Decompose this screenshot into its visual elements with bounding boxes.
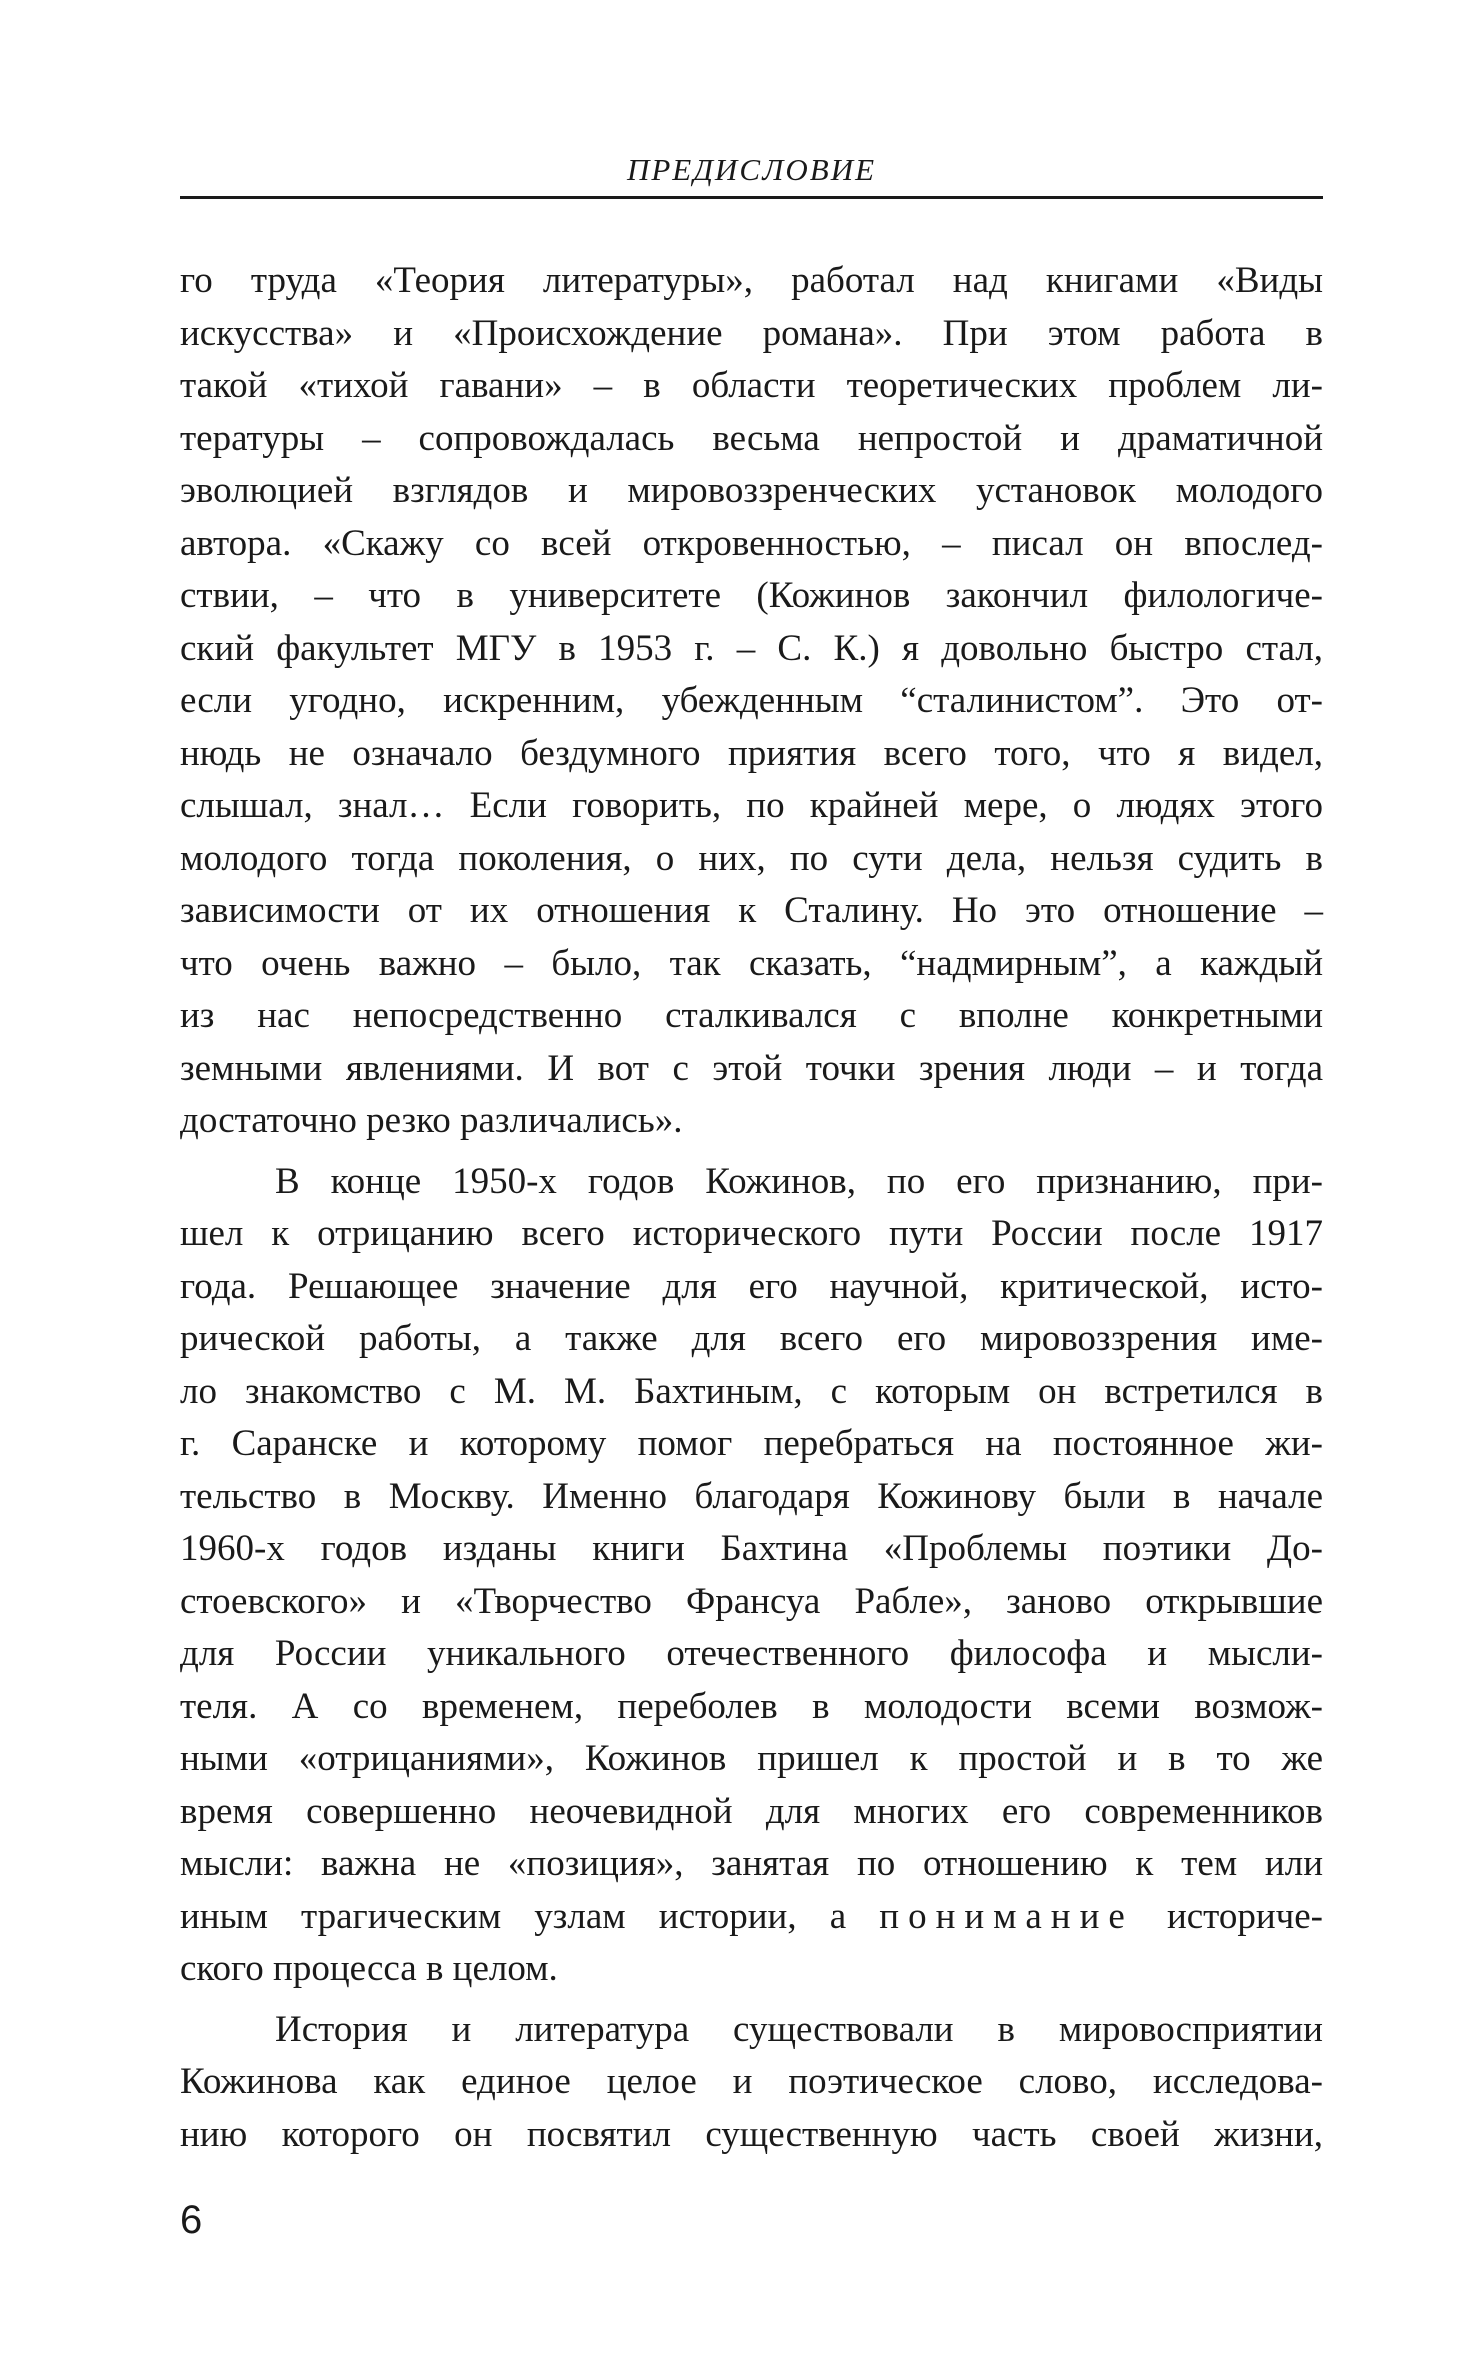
text-line: ными «отрицаниями», Кожинов пришел к простой и в то же (180, 1738, 1323, 1779)
text-line: если угодно, искренним, убежденным “сталинистом”. Это от- (180, 680, 1323, 721)
text-line: нюдь не означало бездумного приятия всего того, что я видел, (180, 732, 1323, 774)
text-line: теля. А со временем, переболев в молодости всеми возмож- (180, 1685, 1323, 1727)
text-line: История и литература существовали в мировосприятии (275, 2008, 1323, 2050)
text-line-with-emphasis (180, 1891, 1323, 1944)
text-line: искусства» и «Происхождение романа». При этом работа в (180, 312, 1323, 354)
text-line: г. Саранске и которому помог перебраться на постоянное жи- (180, 1423, 1323, 1464)
text-line: для России уникального отечественного философа и мысли- (180, 1633, 1323, 1674)
text-line: эволюцией взглядов и мировоззренческих установок молодого (180, 470, 1323, 511)
text-line: достаточно резко различались». (180, 1100, 683, 1141)
text-line: земными явлениями. И вот с этой точки зрения люди – и тогда (180, 1047, 1323, 1089)
text-line: года. Решающее значение для его научной, критической, исто- (180, 1265, 1323, 1307)
text-line: ствии, – что в университете (Кожинов закончил филологиче- (180, 575, 1323, 616)
text-line: время совершенно неочевидной для многих его современников (180, 1790, 1323, 1832)
text-fragment: иным трагическим узлам истории, а (180, 1895, 880, 1937)
text-line: такой «тихой гавани» – в области теоретических проблем ли- (180, 365, 1323, 406)
text-line: го труда «Теория литературы», работал над книгами «Виды (180, 260, 1323, 301)
text-line: рической работы, а также для всего его мировоззрения име- (180, 1318, 1323, 1359)
text-line: автора. «Скажу со всей откровенностью, – писал он впослед- (180, 522, 1323, 564)
text-line: стоевского» и «Творчество Франсуа Рабле», заново открывшие (180, 1580, 1323, 1622)
text-line: ского процесса в целом. (180, 1948, 558, 1989)
main-text (180, 255, 1323, 2161)
spaced-emphasis-word: понимание (879, 1895, 1134, 1937)
text-line: ло знакомство с М. М. Бахтиным, с которым он встретился в (180, 1370, 1323, 1412)
header-title: ПРЕДИСЛОВИЕ (626, 152, 877, 187)
text-line: слышал, знал… Если говорить, по крайней мере, о людях этого (180, 785, 1323, 826)
text-line: тературы – сопровождалась весьма непростой и драматичной (180, 417, 1323, 459)
text-line: 1960-х годов изданы книги Бахтина «Проблемы поэтики До- (180, 1528, 1323, 1569)
text-line: В конце 1950-х годов Кожинов, по его признанию, при- (275, 1160, 1323, 1202)
text-line: молодого тогда поколения, о них, по сути дела, нельзя судить в (180, 837, 1323, 879)
text-line: из нас непосредственно сталкивался с вполне конкретными (180, 995, 1323, 1036)
text-line: мысли: важна не «позиция», занятая по отношению к тем или (180, 1843, 1323, 1884)
text-line: ский факультет МГУ в 1953 г. – С. К.) я довольно быстро стал, (180, 627, 1323, 669)
text-line: нию которого он посвятил существенную часть своей жизни, (180, 2113, 1323, 2155)
text-line: шел к отрицанию всего исторического пути России после 1917 (180, 1213, 1323, 1254)
page-number: 6 (180, 2198, 203, 2242)
text-fragment: историче- (1133, 1895, 1323, 1937)
text-line: что очень важно – было, так сказать, “надмирным”, а каждый (180, 942, 1323, 984)
running-header (180, 150, 1323, 199)
text-line: зависимости от их отношения к Сталину. Но это отношение – (180, 890, 1323, 931)
text-line: Кожинова как единое целое и поэтическое слово, исследова- (180, 2061, 1323, 2102)
text-line: тельство в Москву. Именно благодаря Кожинову были в начале (180, 1475, 1323, 1517)
